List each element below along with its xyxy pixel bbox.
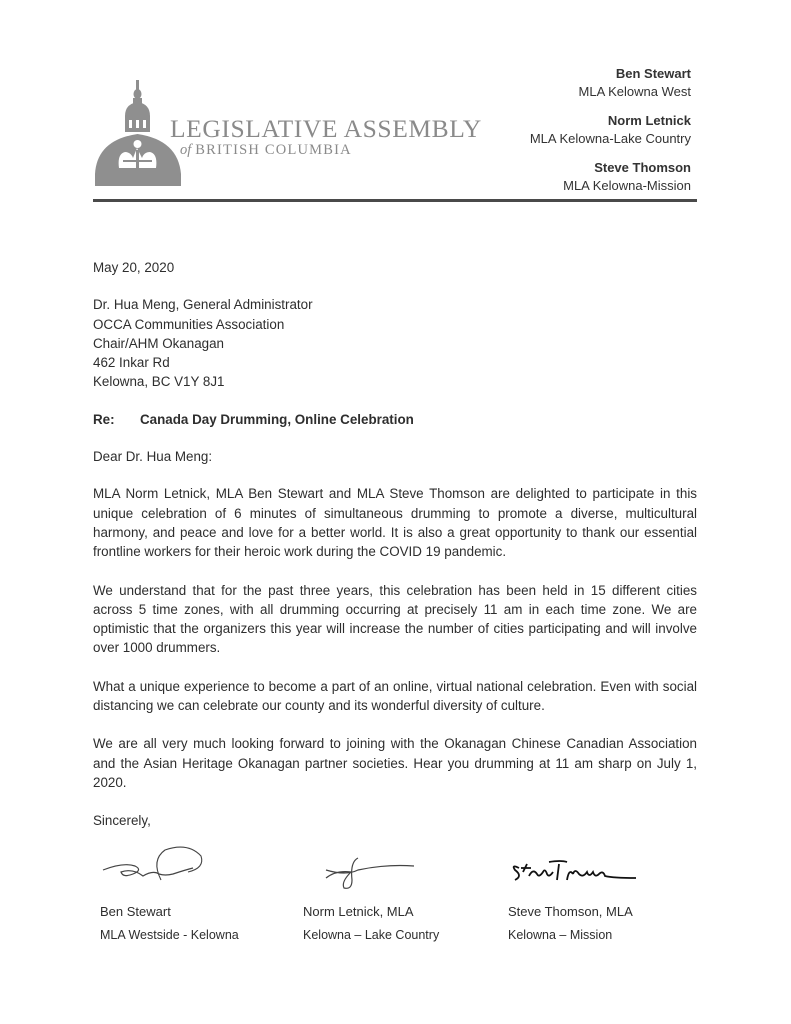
address-line: OCCA Communities Association xyxy=(93,316,285,332)
signer-name: Norm Letnick, MLA xyxy=(303,904,414,919)
mla-name: Ben Stewart xyxy=(615,66,691,81)
signer-title: Kelowna – Mission xyxy=(508,928,613,942)
signer-name: Steve Thomson, MLA xyxy=(508,904,633,919)
address-line: Dr. Hua Meng, General Administrator xyxy=(93,297,313,313)
paragraph: What a unique experience to become a part of an online, virtual national celebration. Even with social distancing we can celebrate our county and its wonderful diversity of culture. xyxy=(93,678,697,714)
subject-label: Re: xyxy=(93,411,115,427)
mla-entry xyxy=(530,65,691,101)
signature-ben-stewart xyxy=(93,840,293,942)
letter-body xyxy=(93,258,697,831)
signature-norm-letnick xyxy=(296,840,496,942)
paragraph: MLA Norm Letnick, MLA Ben Stewart and MLA Steve Thomson are delighted to participate in this unique celebration of 6 minutes of simultaneous drumming to promote a diverse, multicultural harmony, and peace and love for a better world. It is also a great opportunity to thank our essential frontline workers for their heroic work during the COVID 19 pandemic. xyxy=(93,486,697,560)
subject-text: Canada Day Drumming, Online Celebration xyxy=(140,411,414,427)
signature-block xyxy=(93,840,713,950)
closing: Sincerely, xyxy=(93,813,151,829)
signer-title: MLA Westside - Kelowna xyxy=(100,928,239,942)
mla-name: Norm Letnick xyxy=(607,113,691,128)
subject-line xyxy=(93,410,697,429)
address-line: Chair/AHM Okanagan xyxy=(93,335,224,351)
salutation: Dear Dr. Hua Meng: xyxy=(93,449,213,465)
header-divider xyxy=(93,199,697,202)
recipient-address xyxy=(93,295,697,391)
signer-title: Kelowna – Lake Country xyxy=(303,928,440,942)
letterhead-logo xyxy=(95,78,495,198)
paragraph: We are all very much looking forward to joining with the Okanagan Chinese Canadian Association and the Asian Heritage Okanagan partner societies. Hear you drumming at 11 am sharp on July 1, 2020. xyxy=(93,736,697,790)
mla-entry xyxy=(530,112,691,148)
letter-date: May 20, 2020 xyxy=(93,260,175,275)
mla-riding: MLA Kelowna West xyxy=(578,84,691,99)
signature-steve-thomson xyxy=(501,840,701,942)
mla-riding: MLA Kelowna-Lake Country xyxy=(529,131,691,146)
mla-name: Steve Thomson xyxy=(594,160,691,175)
mla-list xyxy=(530,65,691,206)
organization-subtitle: of BRITISH COLUMBIA xyxy=(180,142,352,158)
paragraph: We understand that for the past three years, this celebration has been held in 15 different cities across 5 time zones, with all drumming occurring at precisely 11 am in each time zone. We are optimistic that the organizers this year will increase the number of cities participating and will involve over 1000 drummers. xyxy=(93,582,697,656)
address-line: 462 Inkar Rd xyxy=(93,355,170,371)
mla-riding: MLA Kelowna-Mission xyxy=(563,178,691,193)
organization-name: LEGISLATIVE ASSEMBLY xyxy=(170,114,482,143)
handwritten-signature-icon xyxy=(93,840,213,895)
address-line: Kelowna, BC V1Y 8J1 xyxy=(93,374,225,390)
handwritten-signature-icon xyxy=(501,840,641,895)
handwritten-signature-icon xyxy=(296,840,416,895)
mla-entry xyxy=(530,159,691,195)
signer-name: Ben Stewart xyxy=(100,904,171,919)
